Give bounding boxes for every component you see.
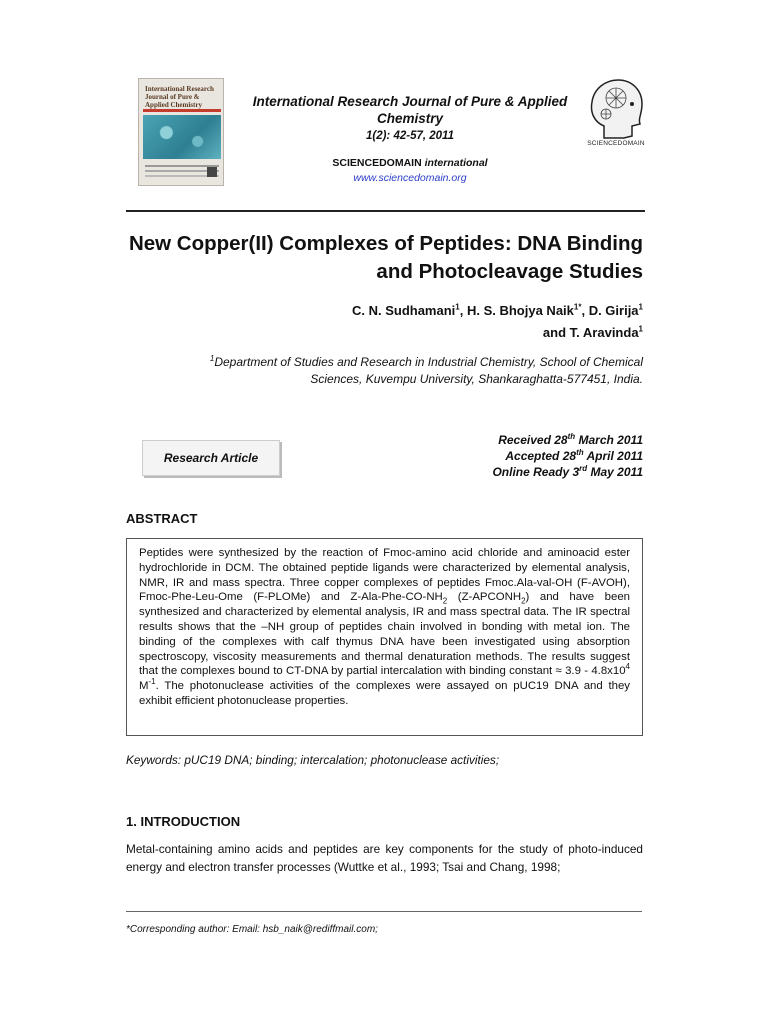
corresponding-author-footnote: *Corresponding author: Email: hsb_naik@rediffmail.com; [126,924,378,935]
cover-artwork [143,115,221,159]
publisher-suffix: international [424,157,488,169]
journal-issue: 1(2): 42-57, 2011 [365,130,454,142]
author-name: T. Aravinda [569,325,639,340]
affiliation: $^1$Department of Studies and Research in Industrial Chemistry, School of Chemical Sciences, Kuvempu University, Shankaraghatta-577451, India. [209,354,643,386]
header-divider [126,210,645,212]
abstract-text: Peptides were synthesized by the reaction of Fmoc-amino acid chloride and aminoacid ester hydrochloride in DCM. The obtained peptide ligands were characterized by elemental analysis, NMR, IR and mass spectra. Three copper complexes of peptides Fmoc.Ala-val-OH (F-AVOH), Fmoc-Phe-Leu-Ome (F-PLOMe) and $Z-Ala-Phe-CO-NH_2$ $(Z-APCONH_2)$ and have been synthesized and characterized by elemental analysis, IR and mass spectral data. The IR spectral results shows that the –NH group of peptides chain involved in bonding with metal ion. The binding of the complexes with calf thymus DNA have been investigated using absorption spectroscopy, viscosity measurements and thermal denaturation methods. The results suggest that the complexes bound to CT-DNA by partial intercalation with binding constant ≈ $3.9 - 4.8x10^4$ $M^{-1}$. The photonuclease activities of the complexes were assayed on pUC19 DNA and they exhibit efficient photonuclease properties. [139,547,630,707]
introduction-heading: 1. INTRODUCTION [126,814,241,829]
publisher [240,157,580,169]
article-dates [400,432,643,480]
article-type-badge: Research Article [142,440,280,476]
logo-label: SCIENCEDOMAIN [587,140,645,147]
cover-barcode [207,167,217,177]
received-date: Received 28th March 2011 [498,432,643,447]
introduction-text: Metal-containing amino acids and peptides are key components for the study of photo-induced energy and electron transfer processes (Wuttke et al., 1993; Tsai and Chang, 1998; [126,842,643,874]
publisher-website-link[interactable]: www.sciencedomain.org [353,172,467,184]
journal-title: International Research Journal of Pure & Applied Chemistry [252,94,568,126]
article-title: New Copper(II) Complexes of Peptides: DNA Binding and Photocleavage Studies [128,232,643,283]
abstract-box [126,538,643,736]
author-name: H. S. Bhojya Naik [466,303,574,318]
author-and: and [542,325,567,340]
footnote-divider [126,911,642,912]
sciencedomain-logo-icon [584,74,648,146]
journal-cover-image [138,78,224,186]
author-list: C. N. Sudhamani$^1$, H. S. Bhojya Naik$^{1*}$, D. Girija$^1$ and T. Aravinda$^1$ [351,302,643,340]
cover-title: International Research Journal of Pure & Applied Chemistry [145,85,214,109]
cover-bar [143,109,221,112]
author-name: C. N. Sudhamani [351,303,456,318]
accepted-date: Accepted 28th April 2011 [505,448,643,463]
keywords: Keywords: pUC19 DNA; binding; intercalation; photonuclease activities; [126,753,500,767]
publisher-name: SCIENCEDOMAIN [332,157,422,169]
abstract-heading: ABSTRACT [126,511,198,526]
author-name: D. Girija [588,303,639,318]
online-date: Online Ready 3rd May 2011 [492,464,643,479]
